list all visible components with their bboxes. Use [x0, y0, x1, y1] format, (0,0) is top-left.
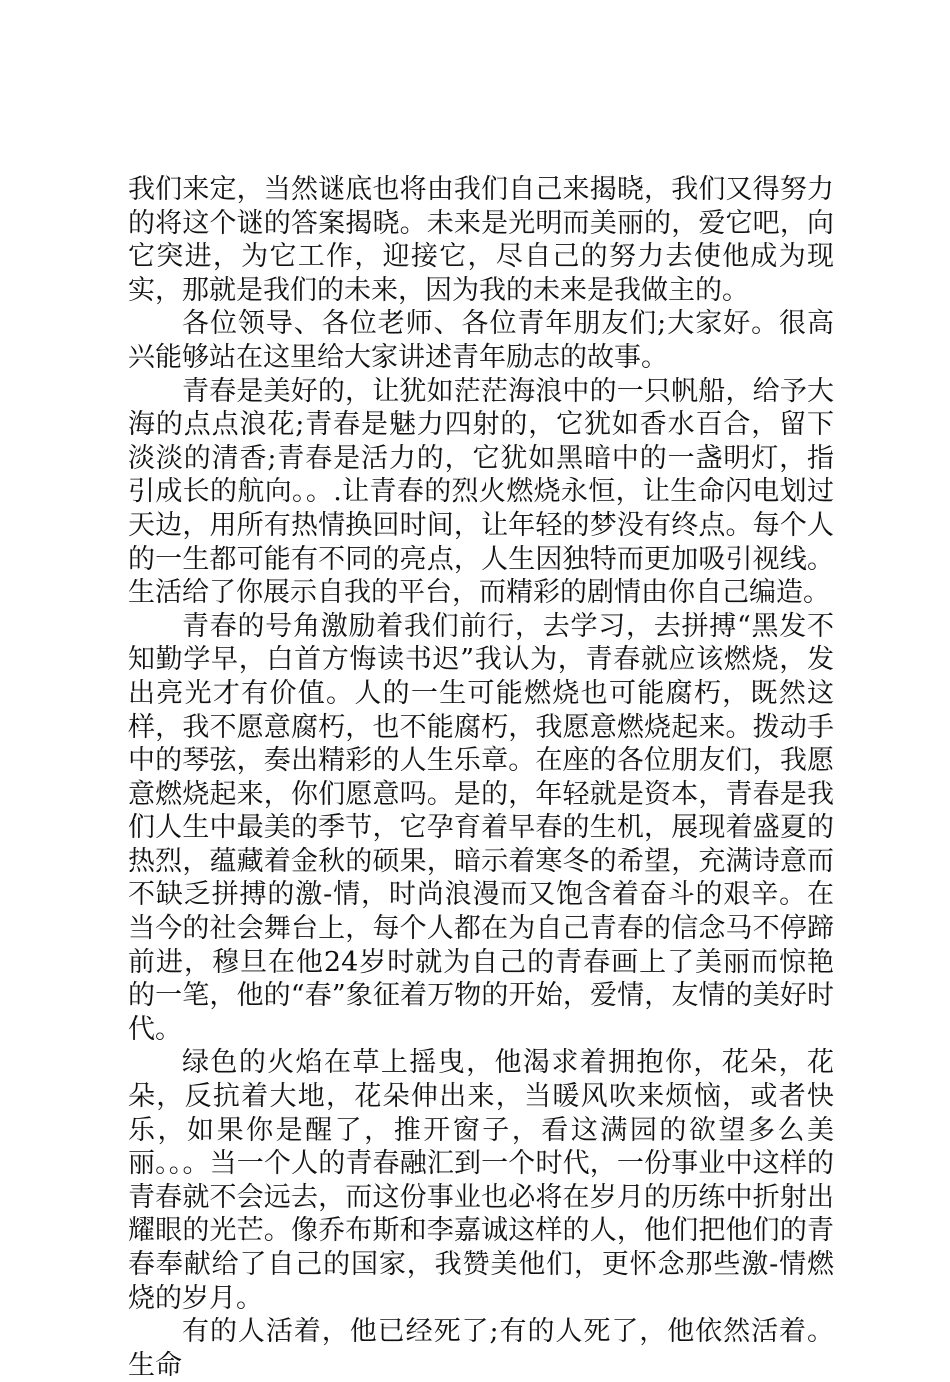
paragraph: 有的人活着，他已经死了;有的人死了，他依然活着。生命	[128, 1316, 834, 1381]
paragraph: 各位领导、各位老师、各位青年朋友们;大家好。很高兴能够站在这里给大家讲述青年励志的故事。	[128, 308, 834, 373]
paragraph: 青春的号角激励着我们前行，去学习，去拼搏“黑发不知勤学早，白首方悔读书迟”我认为，青春就应该燃烧，发出亮光才有价值。人的一生可能燃烧也可能腐朽，既然这样，我不愿意腐朽，也不能腐朽，我愿意燃烧起来。拨动手中的琴弦，奏出精彩的人生乐章。在座的各位朋友们，我愿意燃烧起来，你们愿意吗。是的，年轻就是资本，青春是我们人生中最美的季节，它孕育着早春的生机，展现着盛夏的热烈，蕴藏着金秋的硕果，暗示着寒冬的希望，充满诗意而不缺乏拼搏的激-情，时尚浪漫而又饱含着奋斗的艰辛。在当今的社会舞台上，每个人都在为自己青春的信念马不停蹄前进，穆旦在他24岁时就为自己的青春画上了美丽而惊艳的一笔，他的“春”象征着万物的开始，爱情，友情的美好时代。	[128, 610, 834, 1045]
paragraph: 绿色的火焰在草上摇曳，他渴求着拥抱你，花朵，花朵，反抗着大地，花朵伸出来，当暖风吹来烦恼，或者快乐，如果你是醒了，推开窗子，看这满园的欲望多么美丽。。。当一个人的青春融汇到一个时代，一份事业中这样的青春就不会远去，而这份事业也必将在岁月的历练中折射出耀眼的光芒。像乔布斯和李嘉诚这样的人，他们把他们的青春奉献给了自己的国家，我赞美他们，更怀念那些激-情燃烧的岁月。	[128, 1047, 834, 1314]
document-body	[128, 173, 834, 1382]
paragraph: 青春是美好的，让犹如茫茫海浪中的一只帆船，给予大海的点点浪花;青春是魅力四射的，它犹如香水百合，留下淡淡的清香;青春是活力的，它犹如黑暗中的一盏明灯，指引成长的航向。。.让青春的烈火燃烧永恒，让生命闪电划过天边，用所有热情换回时间，让年轻的梦没有终点。每个人的一生都可能有不同的亮点，人生因独特而更加吸引视线。生活给了你展示自我的平台，而精彩的剧情由你自己编造。	[128, 375, 834, 609]
paragraph: 我们来定，当然谜底也将由我们自己来揭晓，我们又得努力的将这个谜的答案揭晓。未来是光明而美丽的，爱它吧，向它突进，为它工作，迎接它，尽自己的努力去使他成为现实，那就是我们的未来，因为我的未来是我做主的。	[128, 174, 834, 306]
